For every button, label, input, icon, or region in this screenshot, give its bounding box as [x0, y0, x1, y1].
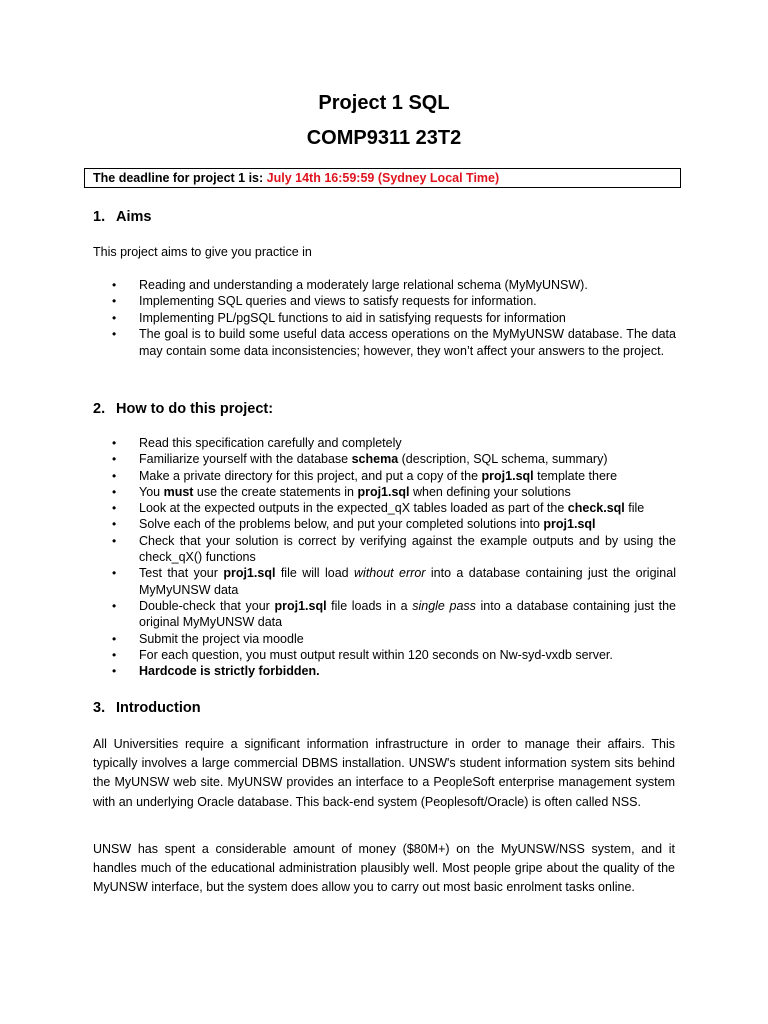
deadline-value: July 14th 16:59:59 (Sydney Local Time): [266, 171, 500, 185]
section-number: 2.: [93, 401, 106, 417]
list-item: • The goal is to build some useful data access operations on the MyMyUNSW database. The data may contain some data inconsistencies; however, they won’t affect your answers to the project.: [112, 326, 676, 361]
aims-list: [112, 277, 676, 361]
list-item: • Double-check that your proj1.sql file loads in a single pass into a database containing just the original MyMyUNSW data: [112, 598, 676, 631]
list-item: • Solve each of the problems below, and put your completed solutions into proj1.sql: [112, 516, 676, 532]
section-title: How to do this project:: [116, 401, 274, 417]
list-item: • Make a private directory for this project, and put a copy of the proj1.sql template there: [112, 468, 676, 484]
section-title: Aims: [116, 209, 152, 225]
list-item: • Familiarize yourself with the database schema (description, SQL schema, summary): [112, 451, 676, 467]
deadline-box: [84, 168, 681, 188]
course-code: COMP9311 23T2: [306, 127, 462, 149]
section-number: 3.: [93, 700, 106, 716]
list-item: • Read this specification carefully and completely: [112, 435, 676, 451]
list-item: • Check that your solution is correct by verifying against the example outputs and by using the check_qX() functions: [112, 533, 676, 566]
section-heading-howto: [93, 400, 273, 418]
project-title: Project 1 SQL: [318, 92, 450, 114]
list-item: • You must use the create statements in proj1.sql when defining your solutions: [112, 484, 676, 500]
section-heading-aims: [93, 208, 151, 226]
list-item: • Reading and understanding a moderately large relational schema (MyMyUNSW).: [112, 277, 676, 293]
intro-paragraph-2: UNSW has spent a considerable amount of money ($80M+) on the MyUNSW/NSS system, and it handles much of the educational administration plausibly well. Most people gripe about the quality of the MyUNSW interface, but the system does allow you to carry out most basic enrolment tasks online.: [93, 842, 675, 895]
intro-paragraph-1: All Universities require a significant information infrastructure in order to manage their affairs. This typically involves a large commercial DBMS installation. UNSW's student information system sits behind the MyUNSW web site. MyUNSW provides an interface to a PeopleSoft enterprise management system with an underlying Oracle database. This back-end system (Peoplesoft/Oracle) is often called NSS.: [93, 737, 675, 809]
howto-list: [112, 435, 676, 679]
list-item: • Test that your proj1.sql file will load without error into a database containing just the original MyMyUNSW data: [112, 565, 676, 598]
list-item: • Implementing SQL queries and views to satisfy requests for information.: [112, 293, 676, 309]
list-item: • Look at the expected outputs in the expected_qX tables loaded as part of the check.sql file: [112, 500, 676, 516]
section-heading-introduction: [93, 699, 201, 717]
list-item: • For each question, you must output result within 120 seconds on Nw-syd-vxdb server.: [112, 647, 676, 663]
list-item: • Implementing PL/pgSQL functions to aid in satisfying requests for information: [112, 310, 676, 326]
deadline-label: The deadline for project 1 is:: [93, 171, 267, 185]
list-item: • Hardcode is strictly forbidden.: [112, 663, 676, 679]
section-title: Introduction: [116, 700, 201, 716]
section-number: 1.: [93, 209, 106, 225]
aims-intro: This project aims to give you practice in: [93, 245, 312, 259]
list-item: • Submit the project via moodle: [112, 631, 676, 647]
